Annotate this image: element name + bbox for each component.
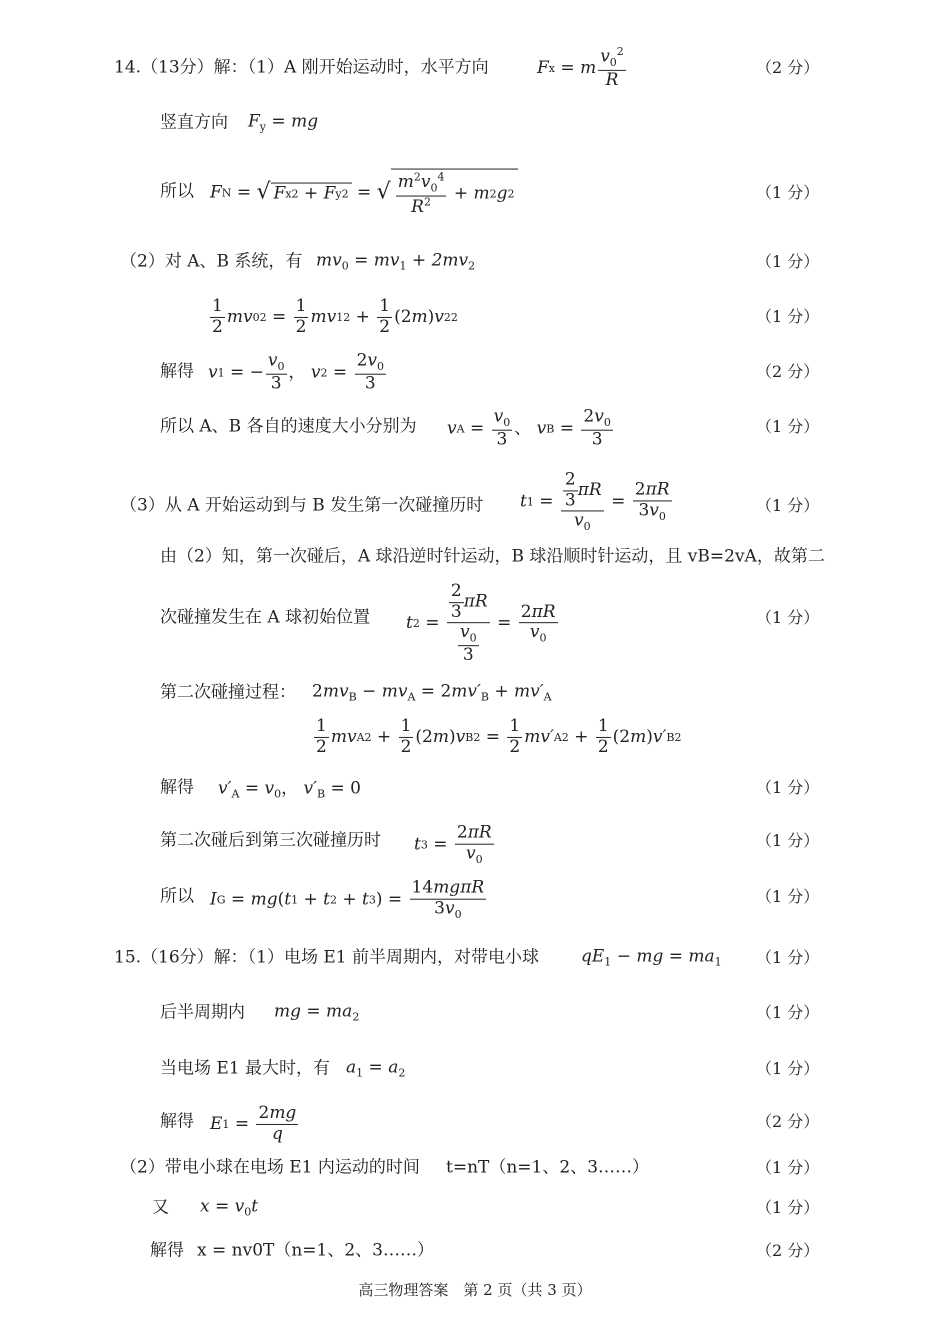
eq-e1: E 1 = $\frac{2mg}{q}$: [210, 1102, 297, 1144]
score: （1 分）: [756, 608, 820, 627]
score: （1 分）: [756, 417, 820, 436]
score: （1 分）: [756, 887, 820, 906]
score: （1 分）: [756, 183, 820, 202]
eq-v1-v2: v 1 = − $\frac{v_0}{3}$ ， v 2 = $\frac{2v_0}{3}$: [208, 350, 385, 394]
eq-a1-a2: $a_1 = a_2$: [346, 1057, 406, 1080]
q15-header: 15.（16分）解：（1）电场 E1 前半周期内，对带电小球: [114, 947, 540, 968]
score: （2 分）: [756, 362, 820, 381]
second-half-label: 后半周期内: [160, 1002, 245, 1023]
score: （1 分）: [756, 1003, 820, 1022]
eq-fn: F N = √ F x 2 + F y 2 = √ $\frac{m^2v_0^4}{R^2}$ + m 2 g 2: [210, 169, 518, 218]
eq-x-v0t: $x = v_0t$: [200, 1196, 259, 1219]
score: （2 分）: [756, 1241, 820, 1260]
second-collision-process: 第二次碰撞过程：: [160, 682, 296, 703]
eq-va-vb-prime: $v'_A = v_0$， $v'_B = 0$: [218, 778, 361, 801]
solve-label: 解得: [150, 1240, 184, 1261]
eq-newton-2: mg = $ma_2$: [274, 1001, 360, 1024]
score: （1 分）: [756, 831, 820, 850]
eq-t2: t 2 = $\frac{2}{3}$ πR $\frac{v_0}{3}$ = $\frac{2\pi R}{v_0}$: [406, 581, 556, 666]
also-label: 又: [152, 1197, 169, 1218]
q14-part2: （2）对 A、B 系统，有: [120, 251, 303, 272]
eq-x-result: x = nv0T（n=1、2、3……）: [197, 1240, 434, 1261]
eq-newton-1: $qE_1$ − mg = $ma_1$: [581, 946, 722, 969]
therefore-label: 所以: [160, 181, 194, 202]
eq-momentum: $mv_0 = mv_1 + 2mv_2$: [316, 250, 476, 273]
max-field-label: 当电场 E1 最大时，有: [160, 1058, 331, 1079]
q14-header: 14.（13分）解：（1）A 刚开始运动时，水平方向: [114, 57, 489, 78]
eq-t3: t 3 = $\frac{2\pi R}{v_0}$: [414, 822, 492, 866]
third-collision-label: 第二次碰后到第三次碰撞历时: [160, 830, 381, 851]
page-footer: 高三物理答案 第 2 页（共 3 页）: [358, 1281, 592, 1299]
speeds-label: 所以 A、B 各自的速度大小分别为: [160, 416, 417, 437]
score: （1 分）: [756, 778, 820, 797]
eq-momentum-2: $2mv_B - mv_A = 2mv'_B + mv'_A$: [312, 681, 552, 704]
score: （1 分）: [756, 307, 820, 326]
therefore-label: 所以: [160, 886, 194, 907]
eq-fy: $F_y$ = mg: [248, 111, 319, 134]
score: （1 分）: [756, 948, 820, 967]
score: （2 分）: [756, 58, 820, 77]
second-collision-label: 次碰撞发生在 A 球初始位置: [160, 607, 371, 628]
eq-t-nT: t=nT（n=1、2、3……）: [446, 1157, 650, 1178]
score: （1 分）: [756, 1158, 820, 1177]
score: （1 分）: [756, 252, 820, 271]
vertical-label: 竖直方向: [160, 112, 228, 133]
solve-label: 解得: [160, 1111, 194, 1132]
eq-va-vb: v A = $\frac{v_0}{3}$ 、 v B = $\frac{2v_0}{3}$: [447, 406, 611, 450]
score: （2 分）: [756, 1112, 820, 1131]
explanation-line: 由（2）知，第一次碰后，A 球沿逆时针运动，B 球沿顺时针运动，且 vB=2vA，故第二: [160, 546, 825, 567]
eq-impulse: I G = mg ( t 1 + t 2 + t 3 ) = $\frac{\text{14mgπR}}{3v_0}$: [210, 877, 485, 921]
eq-t1: t 1 = $\frac{2}{3}$ πR $v_0$ = $\frac{2\pi R}{3v_0}$: [520, 469, 670, 533]
score: （1 分）: [756, 496, 820, 515]
eq-energy-2: $\frac{1}{2}$ mv A 2 + $\frac{1}{2}$ (2 m ) v B 2 = $\frac{1}{2}$ mv′ A 2 + $\frac{1}{2}$ (2 m ) v′ B 2: [316, 715, 682, 757]
score: （1 分）: [756, 1059, 820, 1078]
solve-label: 解得: [160, 361, 194, 382]
eq-energy: $\frac{1}{2}$ mv 0 2 = $\frac{1}{2}$ mv 1 2 + $\frac{1}{2}$ (2 m ) v 2 2: [212, 295, 458, 337]
solve-label: 解得: [160, 777, 194, 798]
q15-part2: （2）带电小球在电场 E1 内运动的时间: [120, 1157, 420, 1178]
eq-fx: F x = m $\frac{v_0^2}{R}$: [537, 44, 624, 90]
score: （1 分）: [756, 1198, 820, 1217]
q14-part3: （3）从 A 开始运动到与 B 发生第一次碰撞历时: [120, 495, 484, 516]
